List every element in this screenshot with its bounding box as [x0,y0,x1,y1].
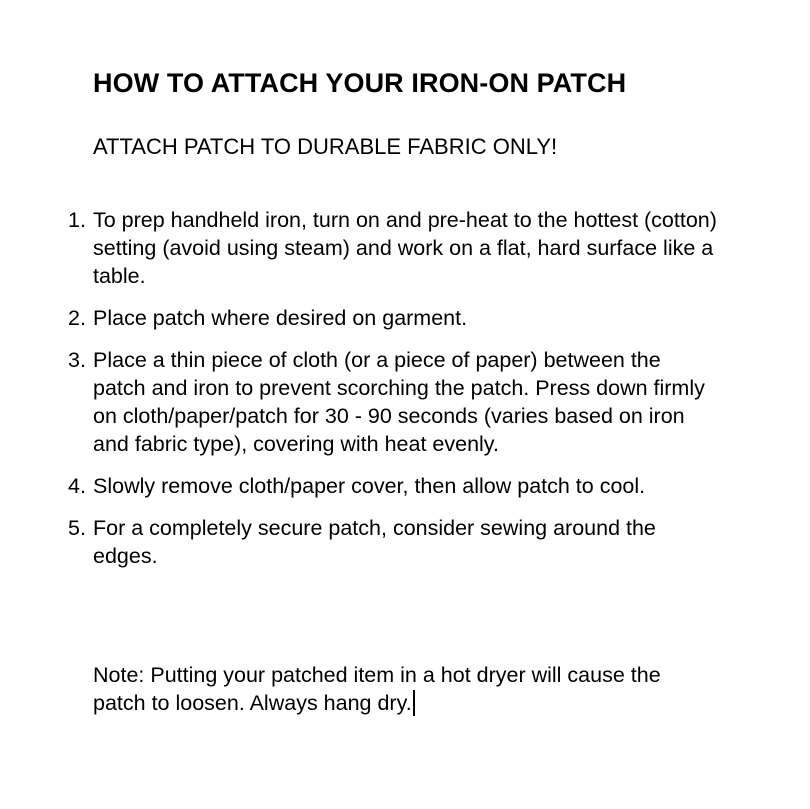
list-item [68,206,718,290]
instruction-list [68,206,718,584]
step-text: For a completely secure patch, consider sewing around the edges. [93,516,656,568]
step-number: 4. [68,474,86,498]
step-text: Slowly remove cloth/paper cover, then allow patch to cool. [93,474,646,498]
page-title: HOW TO ATTACH YOUR IRON-ON PATCH [93,68,627,98]
list-item [68,346,718,458]
step-number: 1. [68,208,86,232]
note-text: Note: Putting your patched item in a hot dryer will cause the patch to loosen. Always hang dry. [93,663,661,715]
step-text: To prep handheld iron, turn on and pre-heat to the hottest (cotton) setting (avoid using steam) and work on a flat, hard surface like a table. [93,208,717,288]
list-item [68,514,718,570]
step-number: 5. [68,516,86,540]
fabric-warning: ATTACH PATCH TO DURABLE FABRIC ONLY! [93,134,558,159]
step-text: Place a thin piece of cloth (or a piece of paper) between the patch and iron to prevent scorching the patch. Press down firmly on cloth/paper/patch for 30 - 90 seconds (varies based on iron and fabric type), covering with heat evenly. [93,348,705,456]
list-item [68,304,718,332]
step-number: 3. [68,348,86,372]
step-number: 2. [68,306,86,330]
list-item [68,472,718,500]
care-note [93,661,713,717]
step-text: Place patch where desired on garment. [93,306,468,330]
text-cursor [413,690,415,716]
